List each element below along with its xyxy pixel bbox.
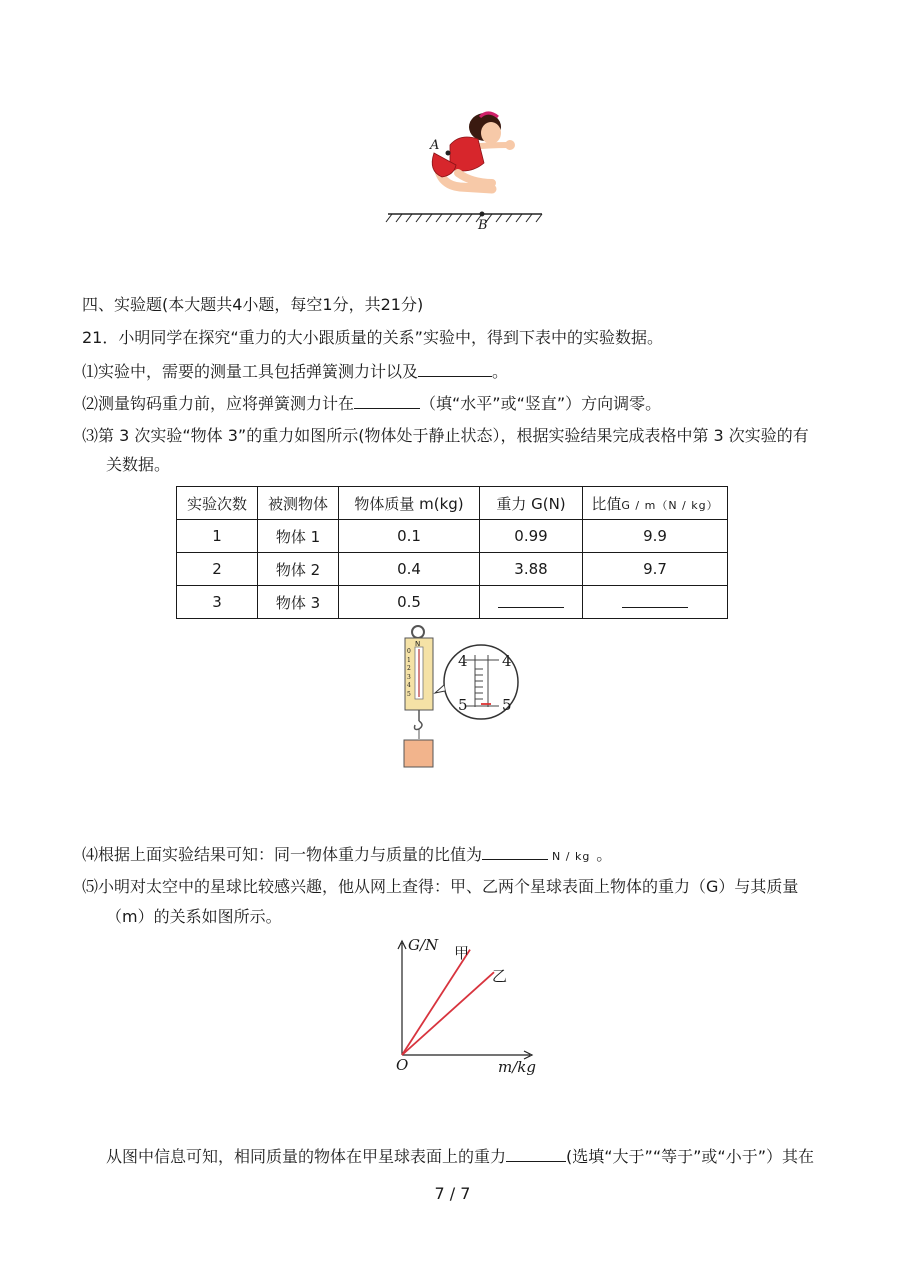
zoom-tick-5-right: 5 <box>502 696 512 714</box>
table-cell: 0.99 <box>480 520 583 553</box>
header-cell: 重力 G(N) <box>480 487 583 520</box>
question-21-part-2 <box>82 392 661 415</box>
part-1-end: 。 <box>492 362 509 381</box>
answer-blank[interactable] <box>482 843 548 860</box>
part-1-text: ⑴实验中，需要的测量工具包括弹簧测力计以及 <box>82 362 419 381</box>
table-cell: 物体 2 <box>258 553 339 586</box>
table-row <box>177 520 728 553</box>
page-number: 7 / 7 <box>434 1184 471 1203</box>
x-axis-label: m/kg <box>498 1058 536 1076</box>
table-cell: 物体 1 <box>258 520 339 553</box>
origin-label: O <box>396 1056 409 1074</box>
part-4-unit: N / kg <box>552 850 591 863</box>
question-21-part-1 <box>82 360 508 383</box>
question-21-part-3-line1: ⑶第 3 次实验“物体 3”的重力如图所示(物体处于静止状态），根据实验结果完成表格中第 3 次实验的有 <box>82 426 809 445</box>
y-axis-label: G/N <box>408 936 439 954</box>
point-b-label: B <box>478 218 488 233</box>
table-row <box>177 553 728 586</box>
table-row <box>177 586 728 619</box>
scale-tick: 2 <box>407 665 411 672</box>
table-cell: 3 <box>177 586 258 619</box>
zoom-tick-4-right: 4 <box>502 652 512 670</box>
scale-tick: 0 <box>407 648 411 655</box>
scale-tick-labels <box>407 648 411 699</box>
table-cell: 9.9 <box>583 520 728 553</box>
table-header-row <box>177 487 728 520</box>
answer-blank[interactable] <box>498 593 564 608</box>
table-cell: 物体 3 <box>258 586 339 619</box>
scale-tick: 4 <box>407 682 411 689</box>
part-2-text: ⑵测量钩码重力前，应将弹簧测力计在 <box>82 394 355 413</box>
section-heading: 四、实验题(本大题共4小题，每空1分，共21分) <box>82 295 424 314</box>
question-21-part-5-line1: ⑸小明对太空中的星球比较感兴趣，他从网上查得：甲、乙两个星球表面上物体的重力（G）与其质量 <box>82 877 799 896</box>
part-4-end: 。 <box>596 845 613 864</box>
point-a-label: A <box>430 138 440 153</box>
answer-blank[interactable] <box>354 392 420 409</box>
answer-blank[interactable] <box>506 1145 566 1162</box>
zoom-tick-4-left: 4 <box>458 652 468 670</box>
ratio-label: 比值 <box>591 494 622 513</box>
series-label-jia: 甲 <box>454 944 470 962</box>
header-cell-ratio <box>583 487 728 520</box>
part-2-end: （填“水平”或“竖直”）方向调零。 <box>420 394 662 413</box>
question-21-intro: 21．小明同学在探究“重力的大小跟质量的关系”实验中，得到下表中的实验数据。 <box>82 328 663 347</box>
answer-blank[interactable] <box>622 593 688 608</box>
question-21-part-4 <box>82 843 612 868</box>
scale-tick: 1 <box>407 656 411 664</box>
answer-cell-gravity[interactable] <box>480 586 583 619</box>
scale-tick: 5 <box>407 690 411 698</box>
ratio-unit: G / m（N / kg） <box>621 498 719 512</box>
part-4-text: ⑷根据上面实验结果可知：同一物体重力与质量的比值为 <box>82 845 483 864</box>
table-cell: 3.88 <box>480 553 583 586</box>
experiment-data-table <box>176 486 728 619</box>
header-cell: 物体质量 m(kg) <box>339 487 480 520</box>
scale-unit-label: N <box>415 640 421 648</box>
table-cell: 0.4 <box>339 553 480 586</box>
part-6-text-a: 从图中信息可知，相同质量的物体在甲星球表面上的重力 <box>106 1147 507 1166</box>
scale-tick: 3 <box>407 673 411 681</box>
question-21-part-3-line2: 关数据。 <box>106 455 171 474</box>
part-6-text-b: (选填“大于”“等于”或“小于”）其在 <box>566 1147 814 1166</box>
table-cell: 2 <box>177 553 258 586</box>
answer-blank[interactable] <box>418 360 492 377</box>
table-cell: 0.1 <box>339 520 480 553</box>
header-cell: 被测物体 <box>258 487 339 520</box>
question-21-part-6 <box>106 1145 814 1168</box>
zoom-tick-5-left: 5 <box>458 696 468 714</box>
jumping-girl-figure <box>380 105 550 235</box>
table-cell: 9.7 <box>583 553 728 586</box>
table-cell: 1 <box>177 520 258 553</box>
header-cell: 实验次数 <box>177 487 258 520</box>
question-21-part-5-line2: （m）的关系如图所示。 <box>106 907 282 926</box>
table-cell: 0.5 <box>339 586 480 619</box>
answer-cell-ratio[interactable] <box>583 586 728 619</box>
series-label-yi: 乙 <box>492 967 508 985</box>
